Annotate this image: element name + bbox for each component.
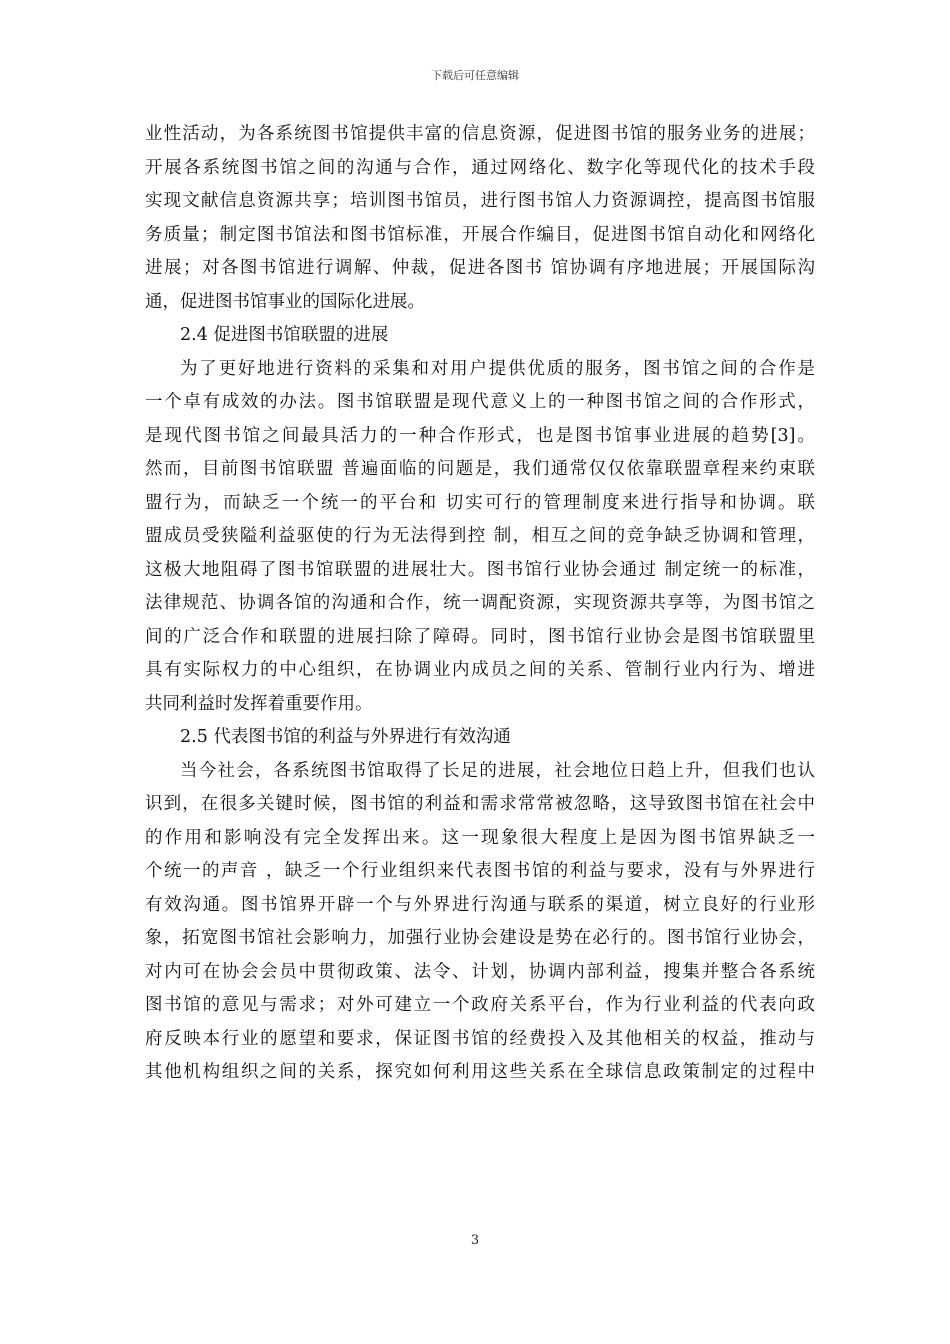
text-line: 当今社会，各系统图书馆取得了长足的进展，社会地位日趋上升，但我们也认 [180,760,815,781]
document-body [145,118,815,1090]
page-number: 3 [470,1233,480,1248]
text-line: 业性活动，为各系统图书馆提供丰富的信息资源，促进图书馆的服务业务的进展； [145,124,815,144]
text-line: 识到，在很多关键时候，图书馆的利益和需求常常被忽略，这导致图书馆在社会中 [145,794,815,814]
text-line: 进展；对各图书馆进行调解、仲裁，促进各图书 馆协调有序地进展；开展国际沟 [145,258,815,278]
text-line: 开展各系统图书馆之间的沟通与合作，通过网络化、数字化等现代化的技术手段 [145,157,815,178]
text-line: 实现文献信息资源共享；培训图书馆员，进行图书馆人力资源调控，提高图书馆服 [145,191,815,211]
text-line: 务质量；制定图书馆法和图书馆标准，开展合作编目，促进图书馆自动化和网络化 [145,224,815,245]
text-line: 一个卓有成效的办法。图书馆联盟是现代意义上的一种图书馆之间的合作形式， [145,392,815,412]
text-line: 这极大地阻碍了图书馆联盟的进展壮大。图书馆行业协会通过 制定统一的标准， [145,559,815,580]
text-line: 其他机构组织之间的关系，探究如何利用这些关系在全球信息政策制定的过程中 [145,1062,815,1082]
section-heading: 2.4 促进图书馆联盟的进展 [180,325,389,345]
text-line: 为了更好地进行资料的采集和对用户提供优质的服务，图书馆之间的合作是 [180,358,815,379]
text-line: 府反映本行业的愿望和要求，保证图书馆的经费投入及其他相关的权益，推动与 [145,1028,815,1049]
text-line: 是现代图书馆之间最具活力的一种合作形式，也是图书馆事业进展的趋势[3]。 [145,425,815,446]
text-line: 间的广泛合作和联盟的进展扫除了障碍。同时，图书馆行业协会是图书馆联盟里 [145,626,815,647]
text-line: 图书馆的意见与需求；对外可建立一个政府关系平台，作为行业利益的代表向政 [145,995,815,1015]
text-line: 象，拓宽图书馆社会影响力，加强行业协会建设是势在必行的。图书馆行业协会， [145,928,815,948]
section-heading: 2.5 代表图书馆的利益与外界进行有效沟通 [180,727,511,747]
text-line: 个统一的声音 ，缺乏一个行业组织来代表图书馆的利益与要求，没有与外界进行 [145,861,815,881]
text-line: 的作用和影响没有完全发挥出来。这一现象很大程度上是因为图书馆界缺乏一 [145,827,815,848]
text-line: 然而，目前图书馆联盟 普遍面临的问题是，我们通常仅仅依靠联盟章程来约束联 [145,459,815,479]
text-line: 共同利益时发挥着重要作用。 [145,693,373,714]
text-line: 具有实际权力的中心组织，在协调业内成员之间的关系、管制行业内行为、增进 [145,660,815,680]
text-line: 盟成员受狭隘利益驱使的行为无法得到控 制，相互之间的竞争缺乏协调和管理， [145,526,815,546]
text-line: 法律规范、协调各馆的沟通和合作，统一调配资源，实现资源共享等，为图书馆之 [145,593,815,613]
page-header: 下载后可任意编辑 [431,69,519,82]
text-line: 盟行为，而缺乏一个统一的平台和 切实可行的管理制度来进行指导和协调。联 [145,492,815,513]
text-line: 对内可在协会会员中贯彻政策、法令、计划，协调内部利益，搜集并整合各系统 [145,961,815,982]
text-line: 有效沟通。图书馆界开辟一个与外界进行沟通与联系的渠道，树立良好的行业形 [145,894,815,915]
text-line: 通，促进图书馆事业的国际化进展。 [145,291,425,312]
